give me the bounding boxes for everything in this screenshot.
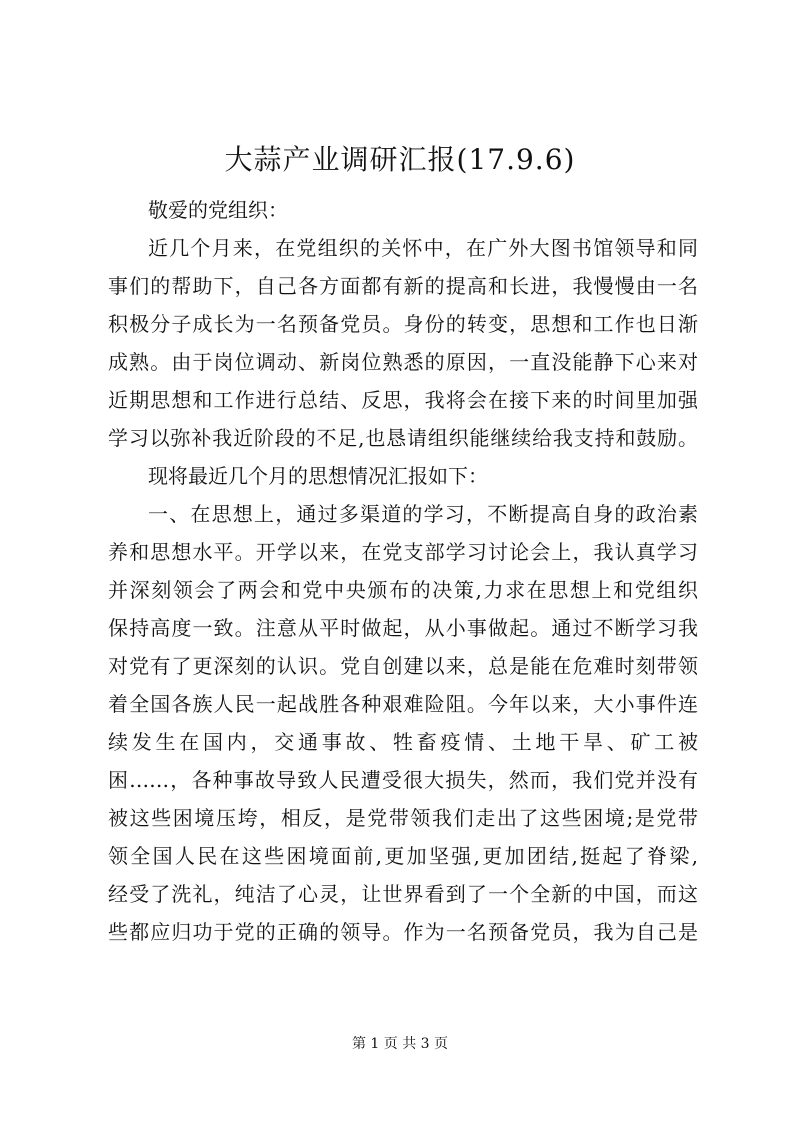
body-text-line: 近期思想和工作进行总结、反思，我将会在接下来的时间里加强: [108, 388, 698, 412]
body-text-line: 养和思想水平。开学以来，在党支部学习讨论会上，我认真学习: [108, 540, 698, 564]
salutation-line: 敬爱的党组织：: [148, 198, 288, 222]
document-title: 大蒜产业调研汇报(17.9.6): [224, 143, 576, 176]
body-text-line: 现将最近几个月的思想情况汇报如下：: [148, 464, 488, 488]
body-text-line: 对党有了更深刻的认识。党自创建以来，总是能在危难时刻带领: [108, 654, 698, 678]
body-text-line: 领全国人民在这些困境面前,更加坚强,更加团结,挺起了脊梁,: [108, 844, 698, 868]
body-text-line: 一、在思想上，通过多渠道的学习，不断提高自身的政治素: [148, 502, 698, 526]
body-text-line: 学习以弥补我近阶段的不足,也恳请组织能继续给我支持和鼓励。: [108, 426, 698, 450]
body-text-line: 并深刻领会了两会和党中央颁布的决策,力求在思想上和党组织: [108, 578, 698, 602]
body-text-line: 续发生在国内，交通事故、牲畜疫情、土地干旱、矿工被: [108, 730, 698, 754]
body-text-line: 积极分子成长为一名预备党员。身份的转变，思想和工作也日渐: [108, 312, 698, 336]
body-text-line: 困……，各种事故导致人民遭受很大损失，然而，我们党并没有: [108, 768, 698, 792]
body-text-line: 事们的帮助下，自己各方面都有新的提高和长进，我慢慢由一名: [108, 274, 698, 298]
body-text-line: 经受了洗礼，纯洁了心灵，让世界看到了一个全新的中国，而这: [108, 882, 698, 906]
body-text-line: 成熟。由于岗位调动、新岗位熟悉的原因，一直没能静下心来对: [108, 350, 698, 374]
body-text-line: 保持高度一致。注意从平时做起，从小事做起。通过不断学习我: [108, 616, 698, 640]
body-text-line: 近几个月来，在党组织的关怀中，在广外大图书馆领导和同: [148, 236, 698, 260]
page-number-footer: 第 1 页 共 3 页: [351, 1036, 449, 1052]
body-text-line: 着全国各族人民一起战胜各种艰难险阻。今年以来，大小事件连: [108, 692, 698, 716]
body-text-line: 被这些困境压垮，相反，是党带领我们走出了这些困境;是党带: [108, 806, 698, 830]
body-text-line: 些都应归功于党的正确的领导。作为一名预备党员，我为自己是: [108, 920, 698, 944]
